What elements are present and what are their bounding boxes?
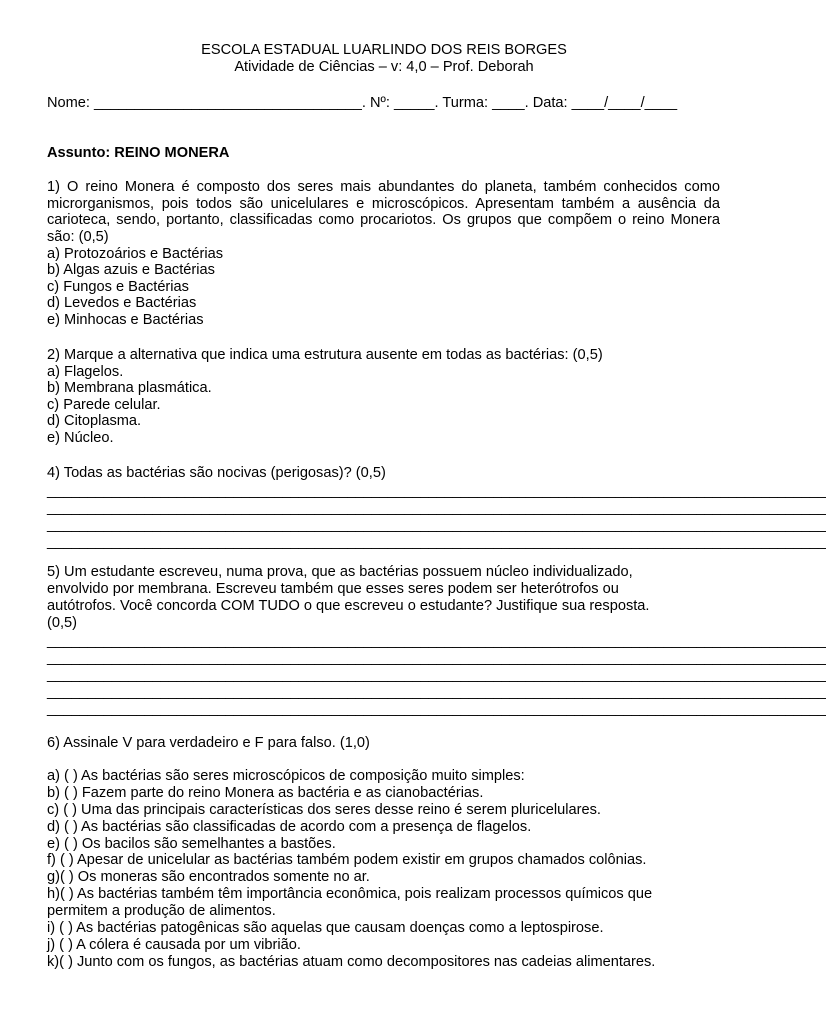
true-false-item: e) ( ) Os bacilos são semelhantes a bastões. [47,836,336,852]
answer-line: ________________________________________________________________________________________________ [47,684,826,700]
true-false-item: h)( ) As bactérias também têm importância econômica, pois realizam processos químicos que [47,886,653,902]
true-false-item: a) ( ) As bactérias são seres microscópicos de composição muito simples: [47,768,525,784]
question-1-option: c) Fungos e Bactérias [47,279,189,295]
true-false-item: i) ( ) As bactérias patogênicas são aquelas que causam doenças como a leptospirose. [47,920,604,936]
true-false-item: j) ( ) A cólera é causada por um vibrião. [47,937,301,953]
answer-line: ________________________________________________________________________________________________ [47,483,826,499]
true-false-item: k)( ) Junto com os fungos, as bactérias atuam como decompositores nas cadeias alimentares. [47,954,656,970]
true-false-item: b) ( ) Fazem parte do reino Monera as bactéria e as cianobactérias. [47,785,484,801]
question-2-option: e) Núcleo. [47,430,114,446]
question-2-option: d) Citoplasma. [47,413,142,429]
true-false-item: g)( ) Os moneras são encontrados somente no ar. [47,869,370,885]
student-info-line: Nome: _________________________________. Nº: _____. Turma: ____. Data: ____/____/____ [47,95,678,111]
question-4-text: 4) Todas as bactérias são nocivas (perigosas)? (0,5) [47,465,386,481]
subject-heading: Assunto: REINO MONERA [47,145,230,161]
answer-line: ________________________________________________________________________________________________ [47,633,826,649]
question-1-option: e) Minhocas e Bactérias [47,312,204,328]
true-false-item: c) ( ) Uma das principais características dos seres desse reino é serem pluricelulares. [47,802,601,818]
question-2-text: 2) Marque a alternativa que indica uma estrutura ausente em todas as bactérias: (0,5) [47,347,603,363]
true-false-item: d) ( ) As bactérias são classificadas de acordo com a presença de flagelos. [47,819,532,835]
question-1-option: b) Algas azuis e Bactérias [47,262,215,278]
question-5-text: envolvido por membrana. Escreveu também que esses seres podem ser heterótrofos ou [47,581,619,597]
question-6-text: 6) Assinale V para verdadeiro e F para falso. (1,0) [47,735,370,751]
true-false-item: f) ( ) Apesar de unicelular as bactérias também podem existir em grupos chamados colônias. [47,852,647,868]
answer-line: ________________________________________________________________________________________________ [47,534,826,550]
answer-line: ________________________________________________________________________________________________ [47,517,826,533]
answer-line: ________________________________________________________________________________________________ [47,500,826,516]
answer-line: ________________________________________________________________________________________________ [47,650,826,666]
true-false-item-continuation: permitem a produção de alimentos. [47,903,276,919]
school-name: ESCOLA ESTADUAL LUARLINDO DOS REIS BORGES [201,42,567,58]
activity-title: Atividade de Ciências – v: 4,0 – Prof. Deborah [234,59,534,75]
question-2-option: c) Parede celular. [47,397,161,413]
question-2-option: b) Membrana plasmática. [47,380,212,396]
question-1-option: d) Levedos e Bactérias [47,295,197,311]
question-1-text: 1) O reino Monera é composto dos seres mais abundantes do planeta, também conhecidos como microrganismos, pois todos são unicelulares e microscópicos. Apresentam também a ausência da carioteca, sendo, portanto, classificadas como procariotos. Os grupos que compõem o reino Monera são: (0,5) [47,179,720,245]
answer-line: ________________________________________________________________________________________________ [47,701,826,717]
question-5-text: 5) Um estudante escreveu, numa prova, que as bactérias possuem núcleo individualizado, [47,564,633,580]
question-5-text: autótrofos. Você concorda COM TUDO o que escreveu o estudante? Justifique sua resposta. [47,598,650,614]
question-2-option: a) Flagelos. [47,364,124,380]
answer-line: ________________________________________________________________________________________________ [47,667,826,683]
question-1-option: a) Protozoários e Bactérias [47,246,224,262]
question-5-text: (0,5) [47,615,78,631]
